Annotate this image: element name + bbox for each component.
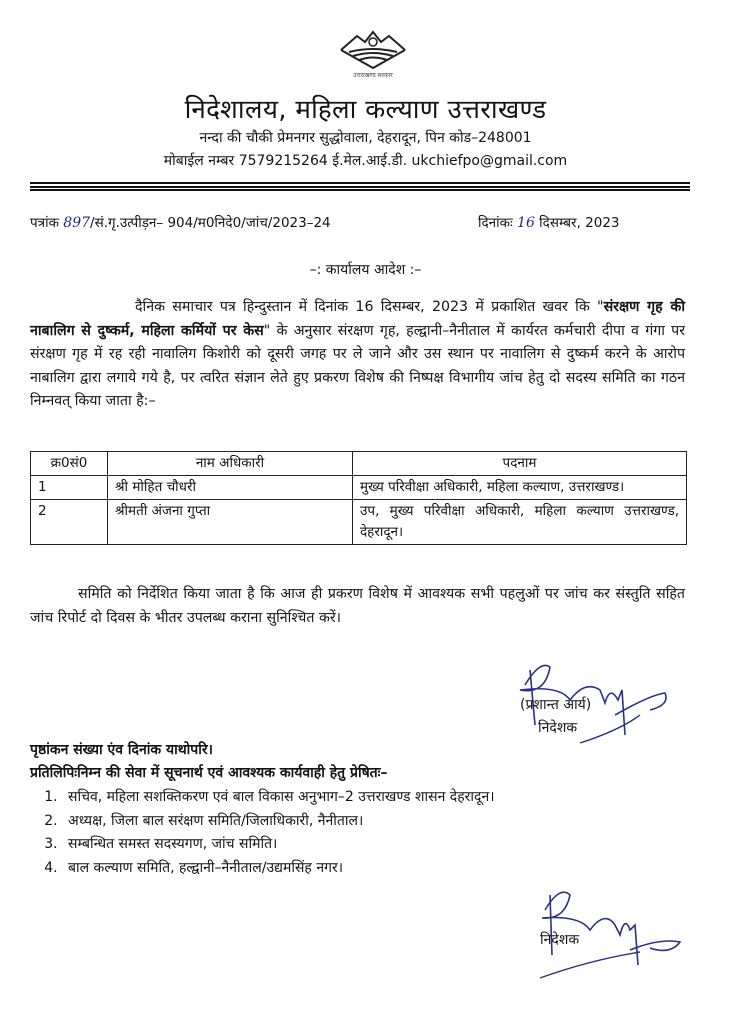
cell-serial: 1 xyxy=(31,476,108,500)
table-row xyxy=(31,500,687,545)
news-headline: संरक्षण गृह की नाबालिग से दुष्कर्म, महिला कर्मियों पर केस xyxy=(30,299,686,339)
header-designation: पदनाम xyxy=(353,452,687,476)
list-item: 2. अध्यक्ष, जिला बाल सरंक्षण समिति/जिलाधिकारी, नैनीताल। xyxy=(62,810,722,834)
paragraph-intro: दैनिक समाचार पत्र हिन्दुस्तान में दिनांक 16 दिसम्बर, 2023 में प्रकाशित खवर कि " xyxy=(135,299,604,315)
footer-signatory-designation: निदेशक xyxy=(540,932,580,948)
list-item: 4. बाल कल्याण समिति, हल्द्वानी–नैनीताल/उद्यमसिंह नगर। xyxy=(62,857,722,881)
contact-prefix: मोबाईल नम्बर 7579215264 ई.मेल.आई.डी. xyxy=(163,153,408,169)
table-header-row xyxy=(31,452,687,476)
cell-officer-name: श्री मोहित चौधरी xyxy=(108,476,353,500)
org-contact xyxy=(0,151,731,170)
emblem-mountains-icon xyxy=(333,28,413,70)
signatory-designation: निदेशक xyxy=(538,720,578,736)
signatory-name: (प्रशान्त आर्य) xyxy=(520,697,592,713)
order-title: –: कार्यालय आदेश :– xyxy=(309,262,422,278)
list-item: 1. सचिव, महिला सशक्तिकरण एवं बाल विकास अनुभाग–2 उत्तराखण्ड शासन देहरादून। xyxy=(62,786,722,810)
reference-date xyxy=(478,213,620,231)
handwritten-day: 16 xyxy=(517,215,535,231)
handwritten-letter-number: 897 xyxy=(63,215,91,231)
uttarakhand-emblem xyxy=(328,28,418,80)
cell-officer-name: श्रीमती अंजना गुप्ता xyxy=(108,500,353,545)
endorsement-line: पृष्ठांकन संख्या एंव दिनांक याथोपरि। xyxy=(30,742,213,758)
date-label: दिनांकः xyxy=(478,215,513,231)
table-row xyxy=(31,476,687,500)
copy-to-heading: प्रतिलिपिःनिम्न की सेवा में सूचनार्थ एवं आवश्यक कार्यवाही हेतु प्रेषितः– xyxy=(30,765,388,781)
committee-table xyxy=(30,451,687,545)
reference-label: पत्रांक xyxy=(30,215,59,231)
email-address: ukchiefpo@gmail.com xyxy=(411,153,568,169)
date-month-year: दिसम्बर, 2023 xyxy=(539,215,620,231)
cell-designation: उप, मुख्य परिवीक्षा अधिकारी, महिला कल्याण उत्तराखण्ड, देहरादून। xyxy=(353,500,687,545)
org-address: नन्दा की चौकी प्रेमनगर सुद्धोवाला, देहरादून, पिन कोड–248001 xyxy=(199,130,532,146)
instruction-paragraph: समिति को निर्देशित किया जाता है कि आज ही प्रकरण विशेष में आवश्यक सभी पहलुओं पर जांच कर संस्तुति सहित जांच रिपोर्ट दो दिवस के भीतर उपलब्ध कराना सुनिश्चित करें। xyxy=(30,586,685,626)
org-title: निदेशालय, महिला कल्याण उत्तराखण्ड xyxy=(184,95,547,125)
order-paragraph xyxy=(30,296,685,414)
cell-serial: 2 xyxy=(31,500,108,545)
emblem-caption: उत्तराखण्ड सरकार xyxy=(353,72,393,79)
paragraph-body: " के अनुसार संरक्षण गृह, हल्द्वानी–नैनीताल में कार्यरत कर्मचारी दीपा व गंगा पर संरक्षण गृह में रह रही नावालिग किशोरी को दूसरी जगह पर ले जाने और उस स्थान पर नावालिग से दुष्कर्म करने के आरोप नाबालिग द्वारा लगाये गये है, पर त्वरित संज्ञान लेते हुए प्रकरण विशेष की निष्पक्ष विभागीय जांच हेतु दो सदस्य समिति का गठन निम्नवत् किया जाता है:– xyxy=(30,322,685,409)
header-serial: क्र0सं0 xyxy=(31,452,108,476)
list-item: 3. सम्बन्धित समस्त सदस्यगण, जांच समिति। xyxy=(62,833,722,857)
reference-number: /सं.गृ.उत्पीड़न– 904/म0निदे0/जांच/2023–24 xyxy=(90,215,331,231)
reference-line xyxy=(30,213,700,231)
header-divider xyxy=(30,182,690,191)
cell-designation: मुख्य परिवीक्षा अधिकारी, महिला कल्याण, उत्तराखण्ड। xyxy=(353,476,687,500)
copy-to-list xyxy=(30,786,722,880)
header-officer-name: नाम अधिकारी xyxy=(108,452,353,476)
